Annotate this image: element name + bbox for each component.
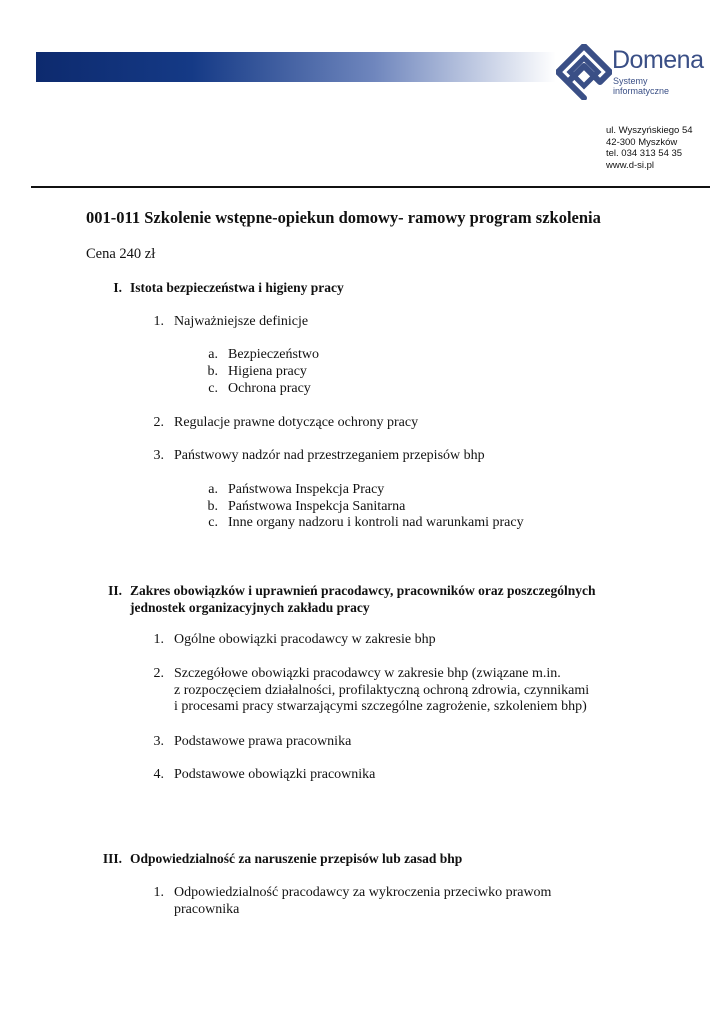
sub-item: Państwowa Inspekcja Sanitarna [228, 499, 406, 514]
section-heading: Istota bezpieczeństwa i higieny pracy [130, 280, 344, 295]
list-item: Podstawowe prawa pracownika [174, 734, 352, 749]
sub-item-letter: b. [207, 364, 218, 379]
section-heading: Odpowiedzialność za naruszenie przepisów lub zasad bhp [130, 851, 463, 866]
list-item-number: 1. [153, 314, 164, 329]
sub-item-letter: b. [207, 499, 218, 514]
address-street: ul. Wyszyńskiego 54 [606, 125, 693, 136]
list-item-number: 2. [153, 415, 164, 430]
sub-item: Ochrona pracy [228, 381, 311, 396]
list-item-number: 3. [153, 448, 164, 463]
address-phone: tel. 034 313 54 35 [606, 148, 683, 159]
document-title: 001-011 Szkolenie wstępne-opiekun domowy- ramowy program szkolenia [86, 208, 601, 227]
sub-item-letter: c. [208, 515, 218, 530]
sub-item-letter: a. [208, 482, 218, 497]
brand-name: Domena [612, 46, 704, 74]
list-item-number: 4. [153, 767, 164, 782]
list-item: Państwowy nadzór nad przestrzeganiem przepisów bhp [174, 448, 485, 463]
sub-item-letter: c. [208, 381, 218, 396]
section-heading-continued: jednostek organizacyjnych zakładu pracy [130, 600, 370, 615]
list-item-number: 1. [153, 885, 164, 900]
section-numeral: I. [113, 280, 122, 295]
sub-item: Państwowa Inspekcja Pracy [228, 482, 385, 497]
list-item: Ogólne obowiązki pracodawcy w zakresie bhp [174, 632, 436, 647]
sub-item: Higiena pracy [228, 364, 307, 379]
list-item: Najważniejsze definicje [174, 314, 309, 329]
list-item-continued: pracownika [174, 902, 240, 917]
list-item-number: 3. [153, 734, 164, 749]
list-item: Regulacje prawne dotyczące ochrony pracy [174, 415, 419, 430]
list-item: Szczegółowe obowiązki pracodawcy w zakresie bhp (związane m.in. [174, 666, 561, 681]
list-item: Podstawowe obowiązki pracownika [174, 767, 376, 782]
list-item-number: 2. [153, 666, 164, 681]
sub-item: Bezpieczeństwo [228, 347, 319, 362]
company-logo [556, 44, 706, 104]
sub-item-letter: a. [208, 347, 218, 362]
list-item-continued: i procesami pracy stwarzającymi szczególne zagrożenie, szkoleniem bhp) [174, 699, 587, 714]
brand-tagline: Systemy informatyczne [613, 76, 670, 96]
section-numeral: II. [108, 583, 122, 598]
list-item: Odpowiedzialność pracodawcy za wykroczenia przeciwko prawom [174, 885, 552, 900]
address-city: 42-300 Myszków [606, 136, 678, 148]
domena-logo-icon [556, 44, 612, 100]
section-heading: Zakres obowiązków i uprawnień pracodawcy, pracowników oraz poszczególnych [130, 583, 596, 598]
header-divider [31, 186, 710, 188]
list-item-continued: z rozpoczęciem działalności, profilaktyczną ochroną zdrowia, czynnikami [174, 683, 590, 698]
section-numeral: III. [102, 851, 122, 866]
company-address [606, 125, 693, 171]
course-price: Cena 240 zł [86, 246, 156, 262]
list-item-number: 1. [153, 632, 164, 647]
header-banner [36, 52, 556, 82]
address-website: www.d-si.pl [606, 159, 655, 171]
sub-item: Inne organy nadzoru i kontroli nad warunkami pracy [228, 515, 524, 530]
